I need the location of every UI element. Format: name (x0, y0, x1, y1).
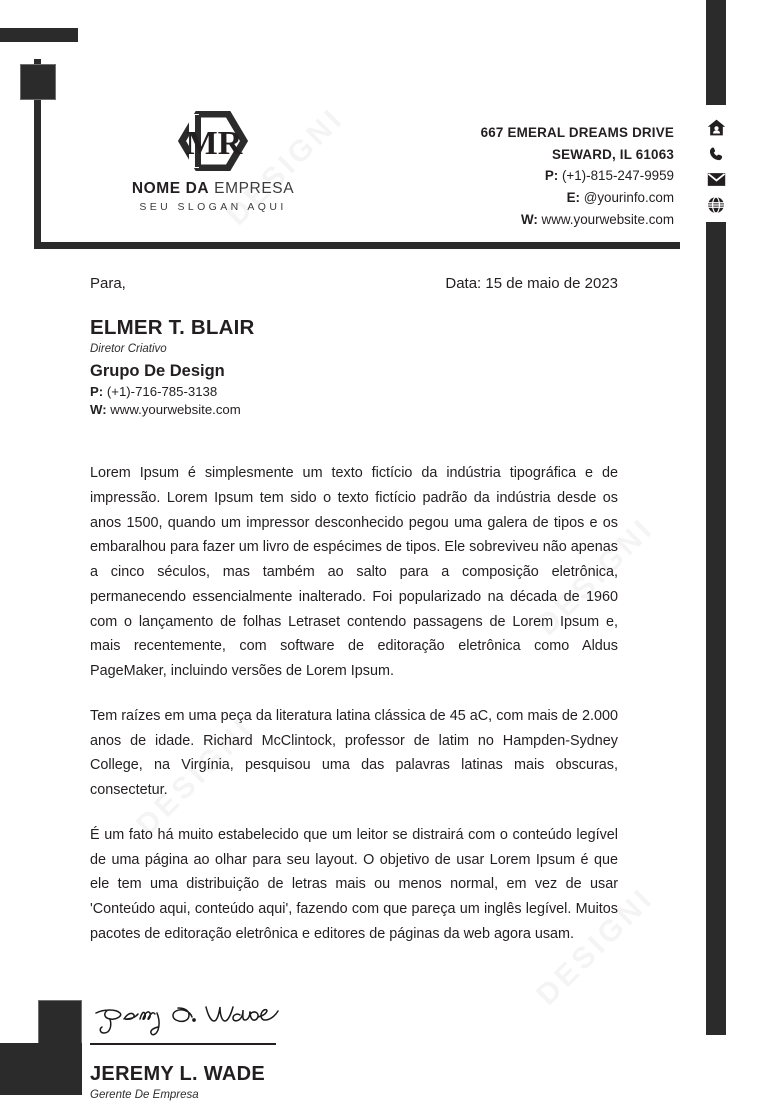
handwritten-signature-icon (90, 999, 290, 1041)
header-email-line (344, 187, 674, 209)
company-name (88, 180, 338, 198)
recipient-web-line (90, 402, 618, 417)
monogram-logo-icon (88, 110, 338, 172)
recipient-organization: Grupo De Design (90, 362, 225, 380)
web-value: www.yourwebsite.com (541, 211, 674, 227)
top-left-corner-square (20, 64, 56, 100)
body-paragraph-2: Tem raízes em uma peça da literatura latina clássica de 45 aC, com mais de 2.000 anos de idade. Richard McClintock, professor de latim no Hampden-Sydney College, na Virgínia, pesquisou uma das palavras latinas mais obscuras, consectetur. (90, 707, 618, 799)
header-frame-horizontal-rule (34, 242, 680, 249)
globe-icon (707, 196, 725, 214)
company-logo-area (88, 110, 338, 213)
recipient-phone-value: (+1)-716-785-3138 (106, 384, 218, 399)
address-line-1: 667 EMERAL DREAMS DRIVE (480, 125, 674, 140)
right-edge-bar-top (706, 0, 726, 105)
recipient-web-value: www.yourwebsite.com (110, 402, 241, 417)
letterhead-header (0, 100, 706, 230)
phone-label: P: (544, 168, 559, 184)
company-slogan: SEU SLOGAN AQUI (139, 201, 287, 213)
recipient-role: Diretor Criativo (90, 343, 167, 355)
home-icon (707, 118, 726, 137)
letter-sheet (0, 275, 706, 1101)
header-contact-block (344, 122, 674, 231)
phone-value: (+1)-815-247-9959 (561, 168, 674, 184)
to-label: Para, (90, 275, 126, 292)
svg-text:MR: MR (185, 125, 243, 162)
letter-meta-row (90, 275, 618, 292)
recipient-name: ELMER T. BLAIR (90, 316, 255, 339)
company-name-light: EMPRESA (214, 180, 295, 197)
right-edge-bar-bottom (706, 222, 726, 1035)
email-value: @yourinfo.com (583, 190, 674, 206)
web-label: W: (520, 211, 538, 227)
recipient-block (90, 316, 618, 417)
header-phone-line (344, 165, 674, 187)
company-name-bold: NOME DA (131, 180, 210, 197)
signer-name: JEREMY L. WADE (90, 1062, 265, 1085)
signature-rule (90, 1043, 276, 1045)
recipient-phone-label: P: (90, 384, 104, 399)
contact-icon-rail (702, 118, 730, 214)
letter-body (90, 461, 618, 947)
body-paragraph-1: Lorem Ipsum é simplesmente um texto fictício da indústria tipográfica e de impressão. Lorem Ipsum tem sido o texto fictício padrão da indústria desde os anos 1500, quando um impressor desconhecido pegou uma galera de tipos e os embaralhou para fazer um livro de espécimes de tipos. Ele sobreviveu não apenas a cinco séculos, mas também ao salto para a composição eletrônica, permanecendo essencialmente inalterado. Foi popularizado na década de 1960 com o lançamento de folhas Letraset contendo passagens de Lorem Ipsum e, mais recentemente, com software de editoração eletrônica como Aldus PageMaker, incluindo versões de Lorem Ipsum. (90, 465, 618, 680)
recipient-phone-line (90, 384, 618, 399)
letter-date: Data: 15 de maio de 2023 (445, 275, 618, 292)
envelope-icon (707, 172, 726, 187)
email-label: E: (566, 190, 581, 206)
signature-block (90, 999, 618, 1101)
signer-role: Gerente De Empresa (90, 1088, 199, 1101)
top-left-accent-block (0, 28, 78, 42)
body-paragraph-3: É um fato há muito estabelecido que um leitor se distrairá com o conteúdo legível de uma página ao olhar para seu layout. O objetivo de usar Lorem Ipsum é que ele tem uma distribuição de letras mais ou menos normal, em vez de usar 'Conteúdo aqui, conteúdo aqui', fazendo com que pareça um inglês legível. Muitos pacotes de editoração eletrônica e editores de páginas da web agora usam. (90, 826, 618, 943)
address-line-2: SEWARD, IL 61063 (551, 146, 674, 162)
header-web-line (344, 209, 674, 231)
phone-icon (708, 146, 725, 163)
recipient-web-label: W: (90, 402, 107, 417)
